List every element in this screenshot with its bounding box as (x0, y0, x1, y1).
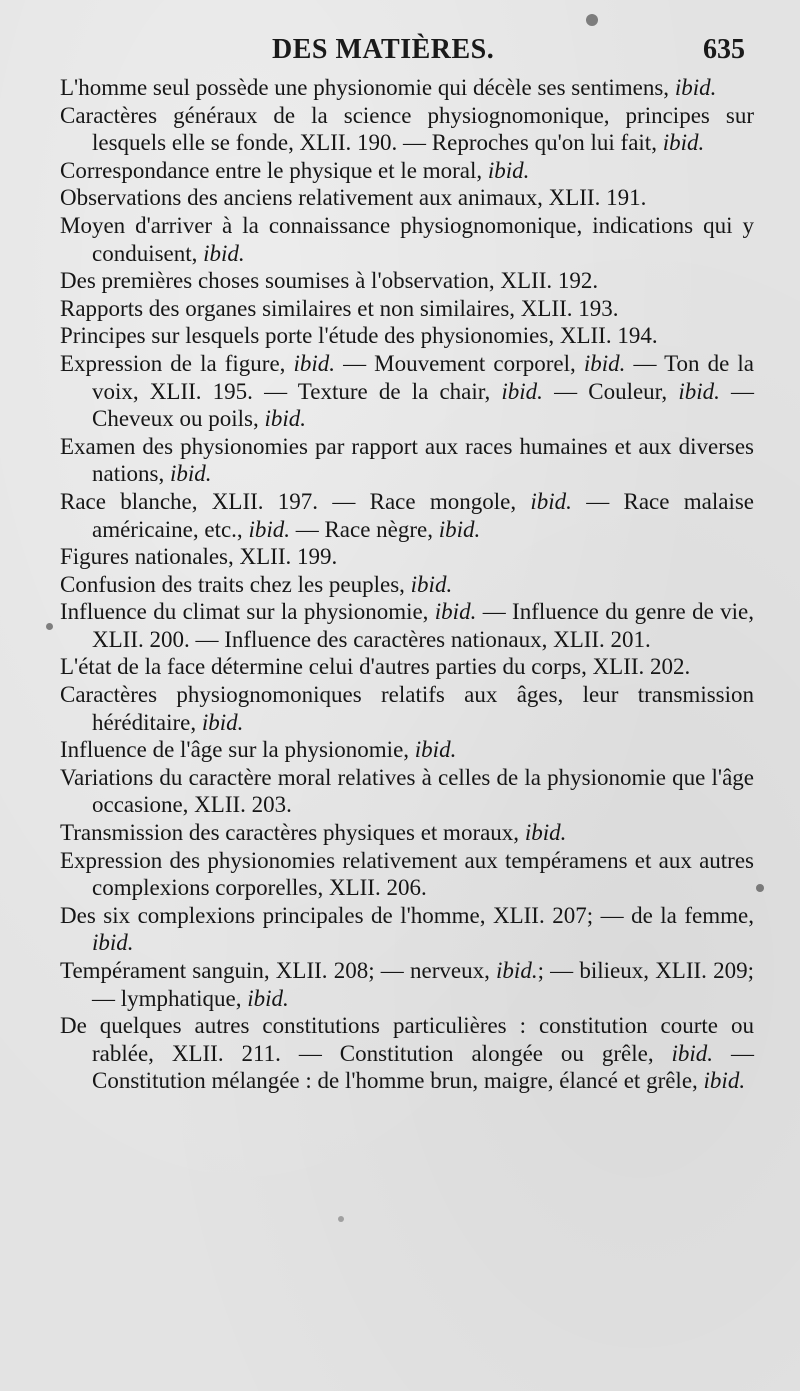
index-entry: Variations du caractère moral relatives à celles de la physionomie que l'âge occasione, XLII. 203. (60, 764, 754, 818)
page-header (0, 34, 800, 70)
index-entries (60, 74, 754, 1095)
index-entry: Expression des physionomies relativement aux tempéramens et aux autres complexions corporelles, XLII. 206. (60, 847, 754, 901)
index-entry: Influence de l'âge sur la physionomie, ibid. (60, 737, 457, 763)
index-entry: Influence du climat sur la physionomie, ibid. — Influence du genre de vie, XLII. 200. — Influence des caractères nationaux, XLII. 201. (60, 599, 754, 652)
index-entry: Principes sur lesquels porte l'étude des physionomies, XLII. 194. (60, 323, 658, 349)
ink-spot (756, 884, 764, 892)
ink-spot (586, 14, 598, 26)
index-entry: Des premières choses soumises à l'observation, XLII. 192. (60, 268, 599, 294)
index-entry: Caractères physiognomoniques relatifs aux âges, leur transmission héréditaire, ibid. (60, 682, 754, 735)
index-entry: Expression de la figure, ibid. — Mouvement corporel, ibid. — Ton de la voix, XLII. 195. — Texture de la chair, ibid. — Couleur, ibid. — Cheveux ou poils, ibid. (60, 350, 755, 432)
index-entry: Rapports des organes similaires et non similaires, XLII. 193. (60, 295, 619, 321)
index-entry: Transmission des caractères physiques et moraux, ibid. (60, 820, 567, 846)
index-entry: De quelques autres constitutions particulières : constitution courte ou rablée, XLII. 211. — Constitution alongée ou grêle, ibid. — Constitution mélangée : de l'homme brun, maigre, élancé et grêle, ibid. (60, 1013, 754, 1094)
index-entry: Des six complexions principales de l'homme, XLII. 207; — de la femme, ibid. (60, 902, 754, 956)
index-entry: Caractères généraux de la science physiognomonique, principes sur lesquels elle se fonde, XLII. 190. — Reproches qu'on lui fait, ibid. (60, 102, 754, 156)
index-entry: Moyen d'arriver à la connaissance physiognomonique, indications qui y conduisent, ibid. (60, 212, 754, 266)
running-title: DES MATIÈRES. (272, 34, 495, 65)
index-entry: Correspondance entre le physique et le moral, ibid. (60, 157, 530, 183)
index-entry: Tempérament sanguin, XLII. 208; — nerveux, ibid.; — bilieux, XLII. 209; — lymphatique, ibid. (60, 958, 755, 1011)
ink-spot (46, 623, 53, 630)
index-entry: Figures nationales, XLII. 199. (60, 544, 338, 570)
index-entry: L'état de la face détermine celui d'autres parties du corps, XLII. 202. (60, 654, 691, 680)
ink-spot (338, 1216, 344, 1222)
index-entry: Examen des physionomies par rapport aux races humaines et aux diverses nations, ibid. (60, 433, 754, 487)
index-entry: Observations des anciens relativement aux animaux, XLII. 191. (60, 185, 647, 211)
index-entry: Race blanche, XLII. 197. — Race mongole, ibid. — Race malaise américaine, etc., ibid. — Race nègre, ibid. (60, 488, 754, 542)
index-entry: Confusion des traits chez les peuples, ibid. (60, 571, 453, 597)
index-entry: L'homme seul possède une physionomie qui décèle ses sentimens, ibid. (60, 75, 717, 100)
page-number: 635 (703, 34, 745, 65)
